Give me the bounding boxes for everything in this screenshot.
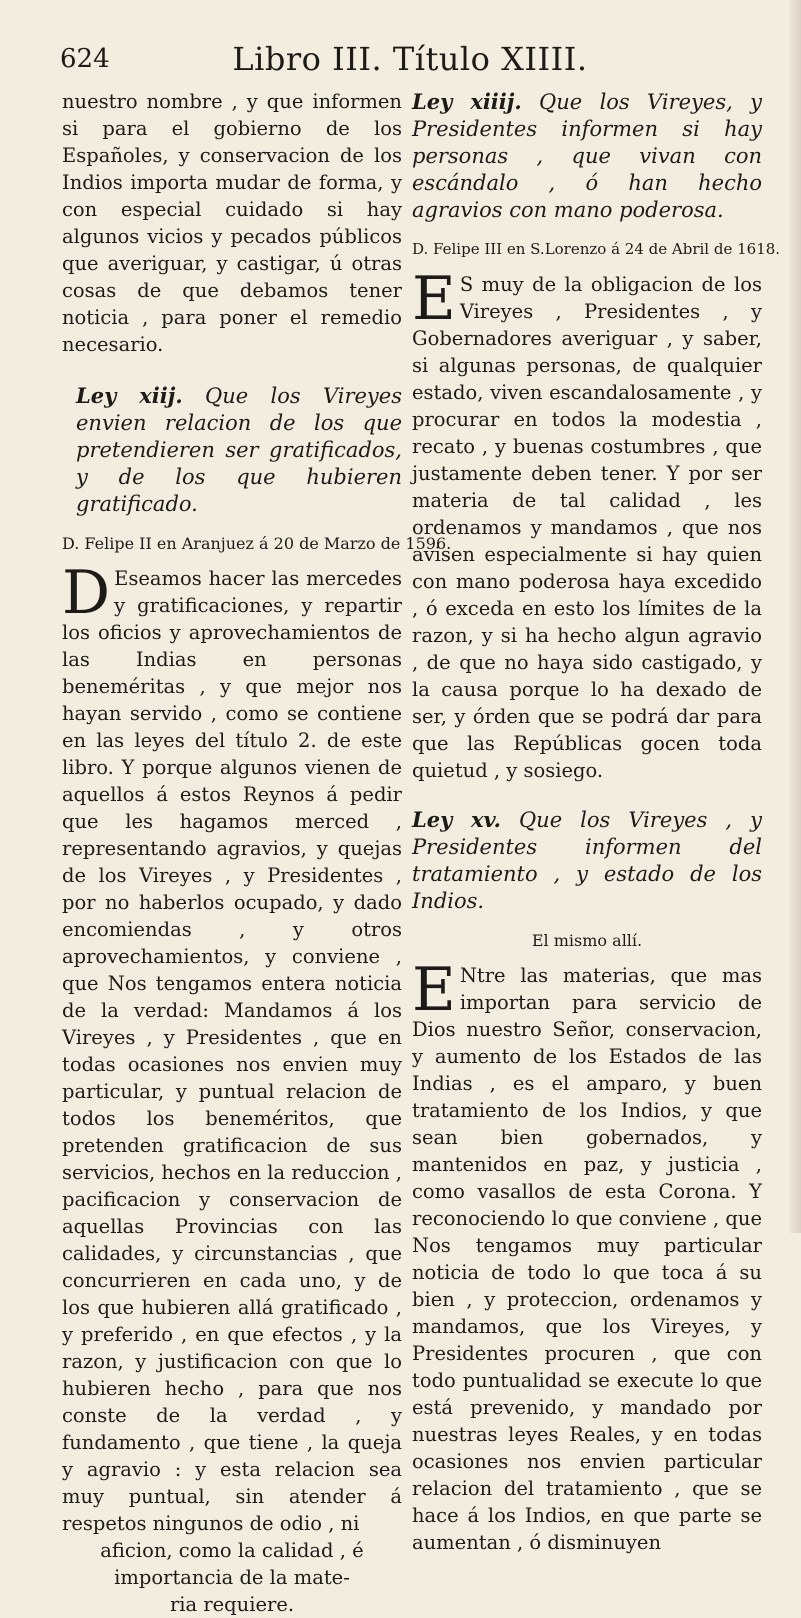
closing-line-2: importancia de la mate-: [114, 1566, 350, 1589]
law-source: D. Felipe III en S.Lorenzo á 24 de Abril de 1618.: [412, 240, 781, 258]
page-edge-shadow: [789, 0, 801, 1233]
law-body-text: Ntre las materias, que mas importan para servicio de Dios nuestro Señor, conservacion, y aumento de los Estados de las Indias , es el amparo, y buen tratamiento de los Indios, y que sean bien gobernados, y mantenidos en paz, y justicia , como vasallos de esta Corona. Y reconociendo lo que conviene , que Nos tengamos muy particular noticia de todo lo que toca á su bien , y proteccion, ordenamos y mandamos, que los Vireyes, y Presidentes procuren , que con todo puntualidad se execute lo que está prevenido, y mandado por nuestras leyes Reales, y en todas ocasiones nos envien particular relacion del tratamiento , que se hace á los Indios, en que parte se aumentan , ó disminuyen: [412, 964, 762, 1554]
right-column: [412, 88, 781, 1556]
running-head: Libro III. Título XIIII.: [232, 40, 588, 78]
law-number: Ley xiij.: [76, 383, 183, 408]
page-header: [60, 40, 760, 84]
law-heading: Que los Vireyes , y Presidentes informen del tratamiento , y estado de los Indios.: [412, 808, 762, 913]
drop-cap: E: [412, 264, 456, 334]
closing-line-1: aficion, como la calidad , é: [100, 1539, 364, 1562]
drop-cap: D: [62, 558, 111, 628]
law-source: El mismo allí.: [531, 931, 643, 950]
law-heading: Que los Vireyes, y Presidentes informen si hay personas , que vivan con escándalo , ó han hecho agravios con mano poderosa.: [412, 90, 762, 222]
law-heading: Que los Vireyes envien relacion de los que pretendieren ser gratificados, y de los que hubieren gratificado.: [76, 384, 402, 516]
left-column: [62, 88, 452, 1618]
law-title-xv: [412, 806, 762, 915]
page-number: 624: [60, 44, 110, 74]
law-title-xiiij: [412, 88, 762, 224]
law-body-text: S muy de la obligacion de los Vireyes , Presidentes , y Gobernadores averiguar , y saber, si algunas personas, de qualquier estado, viven escandalosamente , y procurar en todos la modestia , recato , y buenas costumbres , que justamente deben tener. Y por ser materia de tal calidad , les ordenamos y mandamos , que nos avisen especialmente si hay quien con mano poderosa haya excedido , ó exceda en esto los límites de la razon, y si ha hecho algun agravio , de que no haya sido castigado, y la causa porque lo ha dexado de ser, y órden que se podrá dar para que las Repúblicas gocen toda quietud , y sosiego.: [412, 273, 762, 782]
closing-line-3: ria requiere.: [169, 1593, 295, 1616]
law-body: [62, 558, 402, 1537]
law-number: Ley xiiij.: [412, 89, 522, 114]
law-body: [412, 955, 762, 1556]
law-title-xiij: [76, 382, 402, 518]
law-body: [412, 264, 762, 784]
continued-paragraph: nuestro nombre , y que informen si para el gobierno de los Españoles, y conservacion de los Indios importa mudar de forma, y con especial cuidado si hay algunos vicios y pecados públicos que averiguar, y castigar, ú otras cosas de que debamos tener noticia , para poner el remedio necesario.: [62, 90, 402, 356]
law-number: Ley xv.: [412, 807, 501, 832]
drop-cap: E: [412, 955, 456, 1025]
law-body-text: Eseamos hacer las mercedes y gratificaciones, y repartir los oficios y aprovechamientos de las Indias en personas beneméritas , y que mejor nos hayan servido , como se contiene en las leyes del título 2. de este libro. Y porque algunos vienen de aquellos á estos Reynos á pedir que les hagamos merced , representando agravios, y quejas de los Vireyes , y Presidentes , por no haberlos ocupado, y dado encomiendas , y otros aprovechamientos, y conviene , que Nos tengamos entera noticia de la verdad: Mandamos á los Vireyes , y Presidentes , que en todas ocasiones nos envien muy particular, y puntual relacion de todos los beneméritos, que pretenden gratificacion de sus servicios, hechos en la reduccion , pacificacion y conservacion de aquellas Provincias con las calidades, y circunstancias , que concurrieren en cada uno, y de los que hubieren allá gratificado , y preferido , en que efectos , y la razon, y justificacion con que lo hubieren hecho , para que nos conste de la verdad , y fundamento , que tiene , la queja y agravio : y esta relacion sea muy puntual, sin atender á respetos ningunos de odio , ni: [62, 567, 402, 1535]
law-source: D. Felipe II en Aranjuez á 20 de Marzo de 1596.: [62, 534, 452, 553]
